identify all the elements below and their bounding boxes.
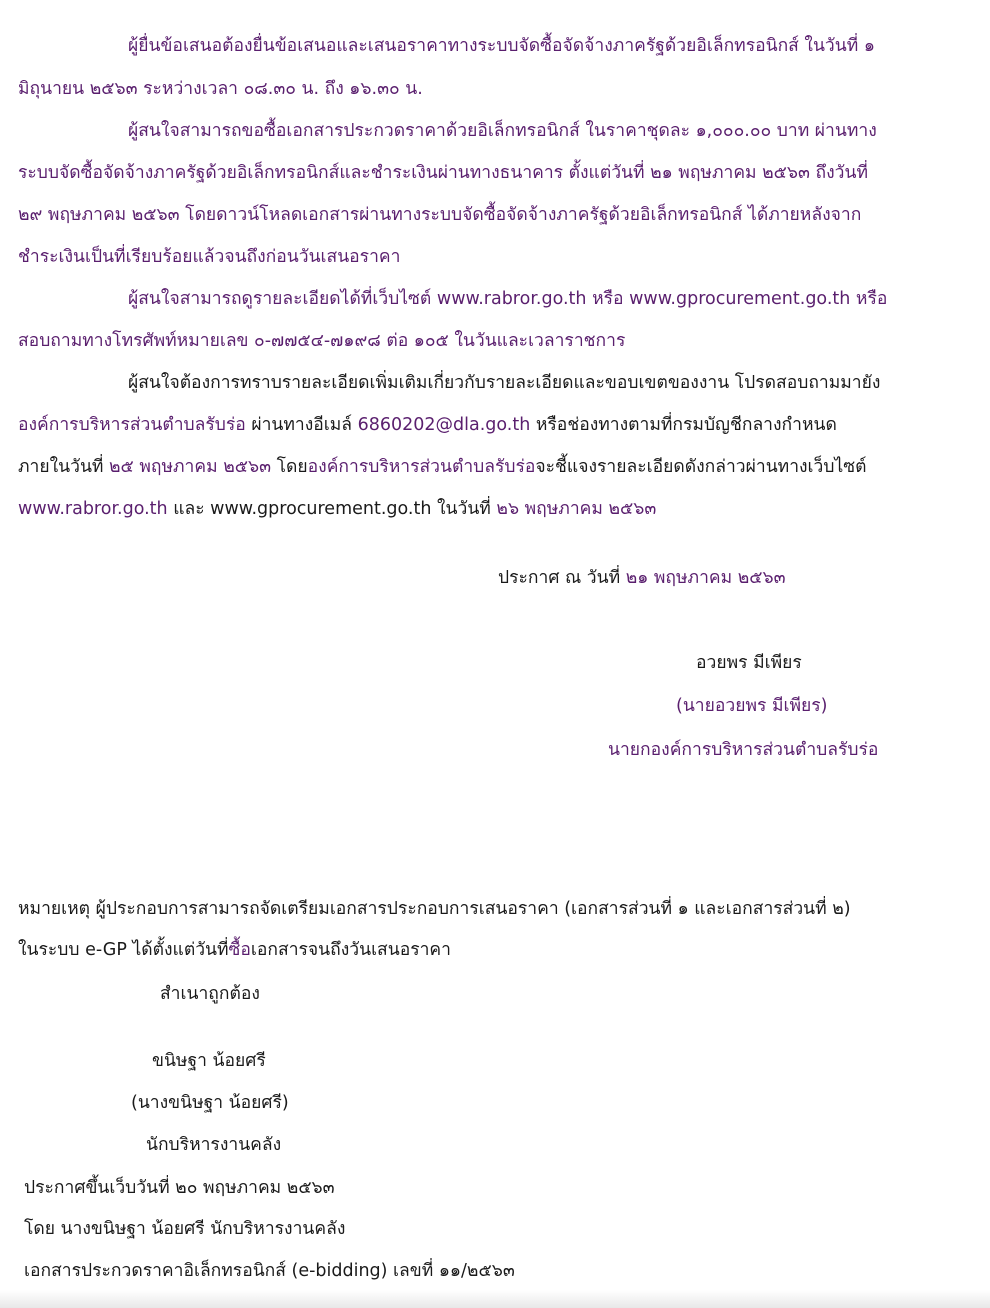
p4-text-c: ภายในวันที่	[18, 457, 110, 477]
p2-line1: ผู้สนใจสามารถขอซื้อเอกสารประกวดราคาด้วยอิเล็กทรอนิกส์ ในราคาชุดละ ๑,๐๐๐.๐๐ บาท ผ่านทาง	[128, 121, 877, 141]
copy-signer-name: ขนิษฐา น้อยศรี	[152, 1051, 266, 1071]
bottom-edge-shade	[0, 1290, 990, 1308]
announce-date-value: ๒๑ พฤษภาคม ๒๕๖๓	[625, 568, 786, 588]
certified-copy-label: สำเนาถูกต้อง	[160, 984, 260, 1004]
clarify-date: ๒๖ พฤษภาคม ๒๕๖๓	[496, 499, 657, 519]
note-line1: หมายเหตุ ผู้ประกอบการสามารถจัดเตรียมเอกสารประกอบการเสนอราคา (เอกสารส่วนที่ ๑ และเอกสารส่วนที่ ๒)	[18, 899, 851, 919]
signer-name: อวยพร มีเพียร	[696, 653, 802, 673]
website-link-gprocurement[interactable]: www.gprocurement.go.th	[629, 289, 851, 309]
p3-line2: สอบถามทางโทรศัพท์หมายเลข ๐-๗๗๕๔-๗๑๙๘ ต่อ ๑๐๕ ในวันและเวลาราชการ	[18, 331, 626, 351]
announcement-date	[498, 566, 786, 590]
p2-line3: ๒๙ พฤษภาคม ๒๕๖๓ โดยดาวน์โหลดเอกสารผ่านทางระบบจัดซื้อจัดจ้างภาครัฐด้วยอิเล็กทรอนิกส์ ได้ภายหลังจาก	[18, 205, 862, 225]
copy-signer-position: นักบริหารงานคลัง	[146, 1135, 282, 1155]
p3-text-a: ผู้สนใจสามารถดูรายละเอียดได้ที่เว็บไซต์	[128, 289, 437, 309]
website-link-rabror[interactable]: www.rabror.go.th	[436, 289, 587, 309]
signer-position: นายกองค์การบริหารส่วนตำบลรับร่อ	[608, 740, 879, 760]
p1-line2: มิถุนายน ๒๕๖๓ ระหว่างเวลา ๐๘.๓๐ น. ถึง ๑๖.๓๐ น.	[18, 79, 423, 99]
p2-line4: ชำระเงินเป็นที่เรียบร้อยแล้วจนถึงก่อนวันเสนอราคา	[18, 247, 401, 267]
p4-text-b: หรือช่องทางตามที่กรมบัญชีกลางกำหนด	[530, 415, 837, 435]
p3-line1	[128, 287, 887, 311]
note-text-a: ในระบบ e-GP ได้ตั้งแต่วันที่	[18, 940, 229, 960]
org-name: องค์การบริหารส่วนตำบลรับร่อ	[307, 457, 536, 477]
copy-signer-full-name: (นางขนิษฐา น้อยศรี)	[131, 1093, 289, 1113]
note-text-c: เอกสารจนถึงวันเสนอราคา	[250, 940, 451, 960]
website-link-rabror[interactable]: www.rabror.go.th	[18, 499, 168, 519]
p4-text-f: และ	[167, 499, 211, 519]
p3-text-c: หรือ	[850, 289, 888, 309]
p1-line1: ผู้ยื่นข้อเสนอต้องยื่นข้อเสนอและเสนอราคาทางระบบจัดซื้อจัดจ้างภาครัฐด้วยอิเล็กทรอนิกส์ ในวันที่ ๑	[128, 36, 875, 56]
p4-text-d: โดย	[271, 457, 308, 477]
signer-full-name: (นายอวยพร มีเพียร)	[676, 696, 828, 716]
p2-line2: ระบบจัดซื้อจัดจ้างภาครัฐด้วยอิเล็กทรอนิกส์และชำระเงินผ่านทางธนาคาร ตั้งแต่วันที่ ๒๑ พฤษภาคม ๒๕๖๓ ถึงวันที่	[18, 163, 869, 183]
note-text-b: ซื้อ	[228, 940, 251, 960]
p4-text-g: ในวันที่	[431, 499, 497, 519]
p4-text-e: จะชี้แจงรายละเอียดดังกล่าวผ่านทางเว็บไซต์	[535, 457, 867, 477]
website-link-gprocurement[interactable]: www.gprocurement.go.th	[210, 499, 432, 519]
p4-line4	[18, 497, 656, 521]
posted-date: ประกาศขึ้นเว็บวันที่ ๒๐ พฤษภาคม ๒๕๖๓	[24, 1178, 335, 1198]
p4-line1: ผู้สนใจต้องการทราบรายละเอียดเพิ่มเติมเกี่ยวกับรายละเอียดและขอบเขตของงาน โปรดสอบถามมายัง	[128, 373, 881, 393]
p4-text-a: ผ่านทางอีเมล์	[245, 415, 358, 435]
p4-line2	[18, 413, 837, 437]
email-link[interactable]: 6860202@dla.go.th	[357, 415, 531, 435]
p3-text-b: หรือ	[586, 289, 630, 309]
document-number: เอกสารประกวดราคาอิเล็กทรอนิกส์ (e-bidding) เลขที่ ๑๑/๒๕๖๓	[24, 1261, 515, 1281]
p4-line3	[18, 455, 867, 479]
posted-by: โดย นางขนิษฐา น้อยศรี นักบริหารงานคลัง	[24, 1219, 346, 1239]
deadline-date: ๒๕ พฤษภาคม ๒๕๖๓	[109, 457, 272, 477]
note-line2	[18, 938, 451, 962]
announce-prefix: ประกาศ ณ วันที่	[498, 568, 626, 588]
org-name: องค์การบริหารส่วนตำบลรับร่อ	[18, 415, 246, 435]
